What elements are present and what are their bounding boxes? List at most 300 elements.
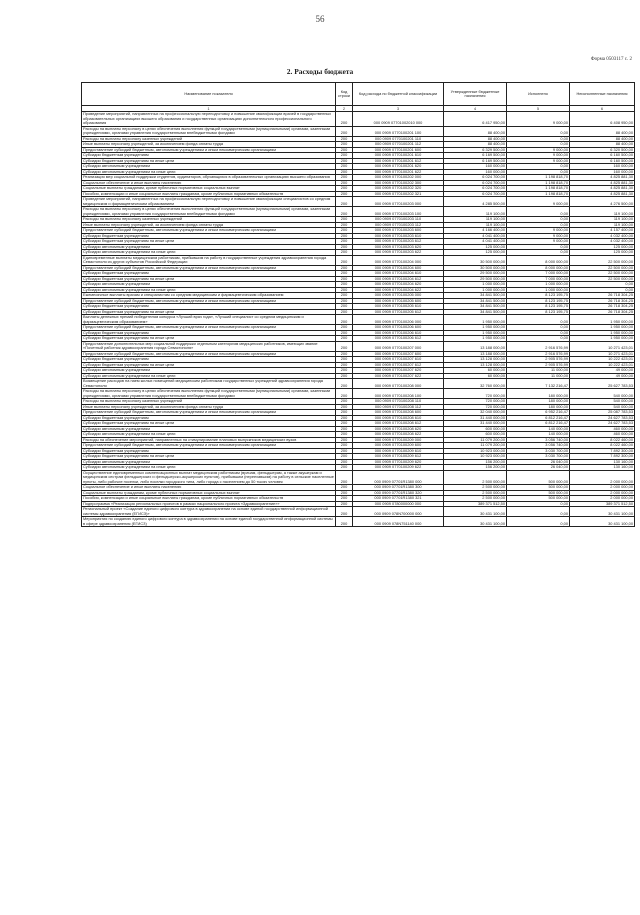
row-code: 200 [336, 142, 353, 148]
row-executed: 7 132 216,47 [507, 379, 570, 389]
row-remaining: 540 000,00 [570, 389, 635, 399]
row-name: Расходы на выплаты персоналу в целях обеспечения выполнения функций государственными (муниципальными) органами, казенными учреждениями, органами управления государственными внебюджетными фондами [82, 389, 336, 399]
header-line-code: Код строки [336, 83, 353, 106]
row-remaining: 6 408 950,00 [570, 112, 635, 127]
row-kbk: 000 0909 0770100206 612 [353, 336, 444, 342]
row-kbk: 000 0909 0770100205 610 [353, 304, 444, 310]
row-remaining: 460 000,00 [570, 426, 635, 432]
row-approved: 31 440 000,00 [444, 421, 507, 427]
row-remaining: 22 500 000,00 [570, 265, 635, 271]
row-approved: 11 079 200,00 [444, 443, 507, 449]
row-code: 200 [336, 304, 353, 310]
row-code: 200 [336, 496, 353, 502]
row-code: 200 [336, 507, 353, 517]
row-executed: 9 000,00 [507, 197, 570, 207]
row-kbk: 000 0909 0770100205 600 [353, 298, 444, 304]
row-approved: 60 000,00 [444, 368, 507, 374]
row-kbk: 000 0909 0770100208 622 [353, 432, 444, 438]
row-executed: 6 952 216,47 [507, 410, 570, 416]
row-approved: 6 169 500,00 [444, 158, 507, 164]
row-kbk: 000 0909 0770100208 112 [353, 404, 444, 410]
row-name: Предоставление субсидий бюджетным, автономным учреждениям и иным некоммерческим организациям [82, 265, 336, 271]
row-executed: 9 000,00 [507, 147, 570, 153]
row-remaining: 130 160,00 [570, 465, 635, 471]
row-approved: 34 841 500,00 [444, 309, 507, 315]
row-kbk: 000 0909 0770100201 600 [353, 147, 444, 153]
row-remaining: 160 000,00 [570, 169, 635, 175]
row-code: 200 [336, 180, 353, 186]
row-kbk: 000 0909 07701R1380 321 [353, 496, 444, 502]
row-remaining: 119 100,00 [570, 207, 635, 217]
row-executed: 0,00 [507, 136, 570, 142]
row-approved: 88 400,00 [444, 142, 507, 148]
row-approved: 34 841 500,00 [444, 293, 507, 299]
row-remaining: 49 000,00 [570, 373, 635, 379]
row-executed: 1 198 818,70 [507, 180, 570, 186]
row-executed: 0,00 [507, 325, 570, 331]
row-executed: 500 000,00 [507, 470, 570, 485]
row-name: Субсидии бюджетным учреждениям на иные цели [82, 454, 336, 460]
row-name: Предоставление субсидий бюджетным, автономным учреждениям и иным некоммерческим организациям [82, 228, 336, 234]
row-kbk: 000 0909 0770100203 610 [353, 233, 444, 239]
row-kbk: 000 0909 0770100201 612 [353, 158, 444, 164]
row-name: Субсидии бюджетным учреждениям на иные цели [82, 336, 336, 342]
form-code: Форма 0503117 с. 2 [590, 57, 632, 62]
row-remaining: 26 718 304,25 [570, 293, 635, 299]
row-code: 200 [336, 126, 353, 136]
row-code: 200 [336, 271, 353, 277]
row-approved: 600 000,00 [444, 432, 507, 438]
row-approved: 4 041 400,00 [444, 233, 507, 239]
row-approved: 720 000,00 [444, 404, 507, 410]
row-executed: 1 198 818,70 [507, 175, 570, 181]
row-remaining: 6 160 500,00 [570, 158, 635, 164]
row-executed: 2 916 576,99 [507, 351, 570, 357]
row-remaining: 24 627 783,53 [570, 415, 635, 421]
row-kbk: 000 0909 0770100208 600 [353, 410, 444, 416]
row-remaining: 4 032 400,00 [570, 239, 635, 245]
row-name: Субсидии автономным учреждениям [82, 282, 336, 288]
row-name: Подпрограмма «Реализация региональных проектов в рамках национального проекта «Здравоохранение»» [82, 501, 336, 507]
row-code: 200 [336, 147, 353, 153]
row-remaining: 24 627 783,53 [570, 421, 635, 427]
row-code: 200 [336, 158, 353, 164]
row-code: 200 [336, 459, 353, 465]
row-executed: 0,00 [507, 222, 570, 228]
row-code: 200 [336, 325, 353, 331]
row-remaining: 22 500 000,00 [570, 271, 635, 277]
row-kbk: 000 0909 0770100209 000 [353, 437, 444, 443]
row-executed: 6 812 216,47 [507, 421, 570, 427]
row-code: 200 [336, 222, 353, 228]
row-code: 200 [336, 448, 353, 454]
row-approved: 13 188 000,00 [444, 351, 507, 357]
row-name: Субсидии автономным учреждениям [82, 426, 336, 432]
row-code: 200 [336, 437, 353, 443]
row-approved: 125 000,00 [444, 250, 507, 256]
row-name: Социальные выплаты гражданам, кроме публичных нормативных социальных выплат [82, 186, 336, 192]
row-approved: 389 371 512,50 [444, 501, 507, 507]
table-row [82, 207, 635, 217]
row-executed: 180 000,00 [507, 404, 570, 410]
row-approved: 32 040 000,00 [444, 410, 507, 416]
row-remaining: 10 271 423,01 [570, 341, 635, 351]
row-executed: 0,00 [507, 169, 570, 175]
row-name: Предоставление субсидий бюджетным, автономным учреждениям и иным некоммерческим организациям [82, 298, 336, 304]
row-kbk: 000 0909 0770100203 600 [353, 228, 444, 234]
row-code: 200 [336, 293, 353, 299]
row-approved: 30 431 100,00 [444, 507, 507, 517]
row-name: Субсидии автономным учреждениям на иные цели [82, 373, 336, 379]
row-name: Социальное обеспечение и иные выплаты населению [82, 180, 336, 186]
row-remaining: 25 627 783,53 [570, 379, 635, 389]
row-name: Субсидии бюджетным учреждениям [82, 304, 336, 310]
row-name: Субсидии автономным учреждениям [82, 244, 336, 250]
row-kbk: 000 0909 0770100204 620 [353, 282, 444, 288]
row-name: Выплаты денежных премий победителям конкурса «Лучший врач года», «Лучший специалист со средним медицинским и фармацевтическим образованием» [82, 315, 336, 325]
row-executed: 1 000 000,00 [507, 282, 570, 288]
row-kbk: 000 0909 0770100203 112 [353, 222, 444, 228]
row-executed: 26 040,00 [507, 465, 570, 471]
row-kbk: 000 0909 078N751140 000 [353, 517, 444, 527]
row-code: 200 [336, 357, 353, 363]
row-executed: 0,00 [507, 501, 570, 507]
row-remaining: 2 000 000,00 [570, 496, 635, 502]
row-approved: 600 000,00 [444, 426, 507, 432]
row-remaining: 26 718 304,25 [570, 298, 635, 304]
row-executed: 8 123 195,75 [507, 293, 570, 299]
row-kbk: 000 0909 0770100205 612 [353, 309, 444, 315]
row-executed: 0,00 [507, 250, 570, 256]
row-code: 200 [336, 244, 353, 250]
row-code: 200 [336, 368, 353, 374]
row-executed: 8 123 195,75 [507, 304, 570, 310]
row-kbk: 000 0909 0770100209 620 [353, 459, 444, 465]
row-remaining: 125 000,00 [570, 244, 635, 250]
row-name: Расходы на выплаты персоналу в целях обеспечения выполнения функций государственными (муниципальными) органами, казенными учреждениями, органами управления государственными внебюджетными фондами [82, 126, 336, 136]
row-executed: 180 000,00 [507, 399, 570, 405]
row-approved: 34 841 500,00 [444, 298, 507, 304]
row-kbk: 000 0909 0770100204 610 [353, 271, 444, 277]
table-row [82, 315, 635, 325]
row-remaining: 4 032 400,00 [570, 233, 635, 239]
row-approved: 6 024 700,00 [444, 191, 507, 197]
row-approved: 11 079 200,00 [444, 437, 507, 443]
row-code: 200 [336, 228, 353, 234]
row-executed: 0,00 [507, 244, 570, 250]
row-code: 200 [336, 399, 353, 405]
row-executed: 9 000,00 [507, 158, 570, 164]
row-approved: 29 500 000,00 [444, 271, 507, 277]
row-name: Субсидии автономным учреждениям [82, 368, 336, 374]
row-approved: 30 431 100,00 [444, 517, 507, 527]
row-name: Субсидии бюджетным учреждениям [82, 153, 336, 159]
row-code: 200 [336, 379, 353, 389]
table-row [82, 379, 635, 389]
row-approved: 60 000,00 [444, 373, 507, 379]
row-kbk: 000 0909 07701R1380 300 [353, 485, 444, 491]
row-kbk: 000 0909 0770100201 620 [353, 164, 444, 170]
row-name: Предоставление субсидий бюджетным, автономным учреждениям и иным некоммерческим организациям [82, 410, 336, 416]
row-remaining: 88 400,00 [570, 142, 635, 148]
row-remaining: 1 950 000,00 [570, 336, 635, 342]
row-approved: 119 100,00 [444, 222, 507, 228]
row-name: Проведение мероприятий, направленных на профессиональную переподготовку и повышение квалификации специалистов со средним медицинским и фармацевтическим образованием [82, 197, 336, 207]
row-approved: 6 024 700,00 [444, 175, 507, 181]
row-code: 200 [336, 169, 353, 175]
row-name: Субсидии автономным учреждениям [82, 164, 336, 170]
row-kbk: 000 0909 0770100203 110 [353, 217, 444, 223]
row-remaining: 389 371 512,50 [570, 501, 635, 507]
row-executed: 0,00 [507, 126, 570, 136]
row-name: Расходы на обеспечение мероприятий, направленных на стимулирование плановых выпускников медицинских вузов [82, 437, 336, 443]
row-kbk: 000 0909 0770100201 112 [353, 142, 444, 148]
row-kbk: 000 0909 0770100208 100 [353, 389, 444, 399]
row-name: Предоставление субсидий бюджетным, автономным учреждениям и иным некоммерческим организациям [82, 443, 336, 449]
row-executed: 9 000,00 [507, 153, 570, 159]
row-code: 200 [336, 255, 353, 265]
row-executed: 3 030 700,00 [507, 454, 570, 460]
row-executed: 2 905 576,99 [507, 357, 570, 363]
row-name: Расходы на выплаты персоналу в целях обеспечения выполнения функций государственными (муниципальными) органами, казенными учреждениями, органами управления государственными внебюджетными фондами [82, 207, 336, 217]
row-remaining: 4 276 500,00 [570, 197, 635, 207]
row-name: Субсидии бюджетным учреждениям [82, 330, 336, 336]
row-code: 200 [336, 341, 353, 351]
row-code: 200 [336, 276, 353, 282]
row-kbk: 000 0909 07701R1380 320 [353, 490, 444, 496]
row-code: 200 [336, 265, 353, 271]
row-approved: 6 417 950,00 [444, 112, 507, 127]
row-code: 200 [336, 389, 353, 399]
row-kbk: 000 0909 0770100208 620 [353, 426, 444, 432]
table-row [82, 341, 635, 351]
header-approved: Утвержденные бюджетные назначения [444, 83, 507, 106]
row-name: Реализация мер социальной поддержки студентов, ординаторов, обучающихся в образовательных организациях высшего образования [82, 175, 336, 181]
row-executed: 7 000 000,00 [507, 271, 570, 277]
row-remaining: 7 892 300,00 [570, 448, 635, 454]
row-kbk: 000 0909 0770100207 000 [353, 341, 444, 351]
row-kbk: 000 0909 0770100208 610 [353, 415, 444, 421]
row-approved: 34 841 500,00 [444, 304, 507, 310]
row-executed: 3 056 740,00 [507, 443, 570, 449]
header-indicator-name: Наименование показателя [82, 83, 336, 106]
row-executed: 8 123 195,75 [507, 309, 570, 315]
row-executed: 2 916 576,99 [507, 341, 570, 351]
row-approved: 6 329 500,00 [444, 147, 507, 153]
row-name: Субсидии автономным учреждениям на иные цели [82, 250, 336, 256]
table-row [82, 112, 635, 127]
row-code: 200 [336, 421, 353, 427]
table-row [82, 255, 635, 265]
row-remaining: 4 825 881,30 [570, 191, 635, 197]
row-remaining: 125 000,00 [570, 250, 635, 256]
row-executed: 8 123 195,75 [507, 298, 570, 304]
row-code: 200 [336, 239, 353, 245]
row-code: 200 [336, 432, 353, 438]
row-approved: 30 500 000,00 [444, 255, 507, 265]
row-kbk: 000 0909 0770100207 612 [353, 362, 444, 368]
row-approved: 2 500 000,00 [444, 490, 507, 496]
row-remaining: 4 825 881,30 [570, 180, 635, 186]
row-code: 200 [336, 217, 353, 223]
row-executed: 0,00 [507, 207, 570, 217]
row-approved: 10 923 000,00 [444, 448, 507, 454]
row-name: Осуществление единовременных компенсационных выплат медицинским работникам (врачам, фельдшерам, а также акушеркам и медицинским сестрам фельдшерских и фельдшерско-акушерских пунктов), прибывшим (переехавшим) на работу в сельские населенные пункты, либо рабочие поселки, либо поселки городского типа, либо города с населением до 50 тысяч человек [83, 470, 334, 484]
row-remaining: 10 222 423,01 [570, 357, 635, 363]
row-code: 200 [336, 175, 353, 181]
row-approved: 119 100,00 [444, 217, 507, 223]
row-approved: 30 500 000,00 [444, 265, 507, 271]
row-kbk: 000 0909 0770100203 100 [353, 207, 444, 217]
header-budget-classification: Код расхода по бюджетной классификации [353, 83, 444, 106]
column-number: 1 [82, 106, 336, 112]
row-code: 200 [336, 410, 353, 416]
row-code: 200 [336, 112, 353, 127]
row-kbk: 000 0909 0770100202 000 [353, 175, 444, 181]
row-approved: 4 166 400,00 [444, 228, 507, 234]
row-kbk: 000 0909 0770100204 622 [353, 287, 444, 293]
row-executed: 0,00 [507, 217, 570, 223]
row-remaining: 8 022 460,00 [570, 443, 635, 449]
row-name: Возмещение расходов на наем жилых помещений медицинским работникам государственных учреждений здравоохранения города Севастополя [82, 379, 336, 389]
row-name: Региональный проект «Создание единого цифрового контура в здравоохранении на основе единой государственной информационной системы здравоохранения (ЕГИСЗ)» [82, 507, 336, 517]
row-name: Субсидии автономным учреждениям на иные цели [82, 169, 336, 175]
page-title: 2. Расходы бюджета [286, 67, 354, 76]
row-kbk: 000 0909 0770100201 100 [353, 126, 444, 136]
row-approved: 1 000 000,00 [444, 282, 507, 288]
row-name: Расходы на выплаты персоналу казенных учреждений [82, 217, 336, 223]
table-row [82, 389, 635, 399]
row-remaining: 2 000 000,00 [570, 470, 635, 485]
row-executed: 0,00 [507, 330, 570, 336]
row-remaining: 8 022 460,00 [570, 437, 635, 443]
row-kbk: 000 0909 0770100209 612 [353, 454, 444, 460]
row-executed: 0,00 [507, 142, 570, 148]
row-approved: 1 950 000,00 [444, 330, 507, 336]
row-approved: 2 500 000,00 [444, 496, 507, 502]
row-executed: 1 198 818,70 [507, 191, 570, 197]
row-remaining: 130 160,00 [570, 459, 635, 465]
row-name: Расходы на выплаты персоналу казенных учреждений [82, 399, 336, 405]
row-code: 200 [336, 351, 353, 357]
row-executed: 11 000,00 [507, 368, 570, 374]
row-kbk: 000 0909 0770100209 622 [353, 465, 444, 471]
table-row [82, 507, 635, 517]
row-executed: 2 905 576,99 [507, 362, 570, 368]
row-name: Социальное обеспечение и иные выплаты населению [82, 485, 336, 491]
row-name: Субсидии бюджетным учреждениям на иные цели [82, 239, 336, 245]
row-remaining: 7 892 300,00 [570, 454, 635, 460]
row-executed: 1 000 000,00 [507, 287, 570, 293]
row-remaining: 119 100,00 [570, 217, 635, 223]
column-number: 4 [444, 106, 507, 112]
row-name: Мероприятия по созданию единого цифрового контура в здравоохранении на основе единой государственной информационной системы в сфере здравоохранения (ЕГИСЗ) [82, 517, 336, 527]
row-code: 200 [336, 197, 353, 207]
row-kbk: 000 0909 0770100203 612 [353, 239, 444, 245]
row-remaining: 2 000 000,00 [570, 485, 635, 491]
row-name: Субсидии бюджетным учреждениям [82, 448, 336, 454]
row-remaining: 26 718 304,25 [570, 304, 635, 310]
row-remaining: 26 718 304,25 [570, 309, 635, 315]
row-name: Субсидии бюджетным учреждениям [82, 271, 336, 277]
row-approved: 720 000,00 [444, 399, 507, 405]
table-row [82, 470, 635, 485]
row-remaining: 49 000,00 [570, 368, 635, 374]
row-remaining: 10 271 423,01 [570, 351, 635, 357]
row-code: 200 [336, 191, 353, 197]
row-approved: 6 169 500,00 [444, 153, 507, 159]
column-number: 2 [336, 106, 353, 112]
row-approved: 13 128 000,00 [444, 357, 507, 363]
row-code: 200 [336, 153, 353, 159]
row-executed: 0,00 [507, 164, 570, 170]
row-code: 200 [336, 282, 353, 288]
row-kbk: 000 0909 0770100204 000 [353, 255, 444, 265]
row-name: Субсидии бюджетным учреждениям [82, 233, 336, 239]
row-name: Субсидии автономным учреждениям на иные цели [82, 465, 336, 471]
row-remaining: 4 825 881,30 [570, 175, 635, 181]
row-remaining: 4 157 400,00 [570, 228, 635, 234]
row-code: 200 [336, 315, 353, 325]
row-approved: 6 024 700,00 [444, 186, 507, 192]
row-name: Иные выплаты персоналу учреждений, за исключением фонда оплаты труда [82, 142, 336, 148]
row-kbk: 000 0909 0770100201 622 [353, 169, 444, 175]
header-remaining: Неисполненные назначения [570, 83, 635, 106]
row-kbk: 000 0909 0770100202 320 [353, 186, 444, 192]
row-kbk: 000 0909 0770100203 620 [353, 244, 444, 250]
row-code: 200 [336, 186, 353, 192]
row-approved: 1 950 000,00 [444, 336, 507, 342]
row-executed: 180 000,00 [507, 389, 570, 399]
row-remaining: 30 431 100,00 [570, 517, 635, 527]
row-kbk: 000 0909 078N700000 000 [353, 507, 444, 517]
row-approved: 1 950 000,00 [444, 315, 507, 325]
column-number: 6 [570, 106, 635, 112]
row-executed: 0,00 [507, 336, 570, 342]
row-remaining: 88 400,00 [570, 136, 635, 142]
row-approved: 156 200,00 [444, 459, 507, 465]
row-executed: 500 000,00 [507, 485, 570, 491]
row-kbk: 000 0909 0770100203 000 [353, 197, 444, 207]
row-code: 200 [336, 233, 353, 239]
row-code: 200 [336, 415, 353, 421]
row-approved: 160 000,00 [444, 169, 507, 175]
row-remaining: 25 087 783,53 [570, 410, 635, 416]
row-executed: 8 000 000,00 [507, 255, 570, 265]
row-remaining: 0,00 [570, 287, 635, 293]
row-executed: 7 000 000,00 [507, 276, 570, 282]
row-remaining: 540 000,00 [570, 404, 635, 410]
row-kbk: 000 0909 07701002010 000 [353, 112, 444, 127]
row-kbk: 000 0909 0770100208 000 [353, 379, 444, 389]
row-kbk: 000 0909 0770100201 610 [353, 153, 444, 159]
table-header-row [82, 83, 635, 106]
row-approved: 2 500 000,00 [444, 470, 507, 485]
row-kbk: 000 0909 0770100208 110 [353, 399, 444, 405]
row-remaining: 540 000,00 [570, 399, 635, 405]
row-name: Субсидии бюджетным учреждениям на иные цели [82, 276, 336, 282]
row-code: 200 [336, 309, 353, 315]
row-approved: 29 500 000,00 [444, 276, 507, 282]
row-kbk: 000 0909 0770100207 610 [353, 357, 444, 363]
row-remaining: 160 000,00 [570, 164, 635, 170]
row-code: 200 [336, 250, 353, 256]
row-kbk: 000 0909 0770100208 612 [353, 421, 444, 427]
row-code: 200 [336, 136, 353, 142]
row-name: Иные выплаты персоналу учреждений, за исключением фонда оплаты труда [82, 222, 336, 228]
row-kbk: 000 0909 0770100206 610 [353, 330, 444, 336]
row-remaining: 22 500 000,00 [570, 255, 635, 265]
